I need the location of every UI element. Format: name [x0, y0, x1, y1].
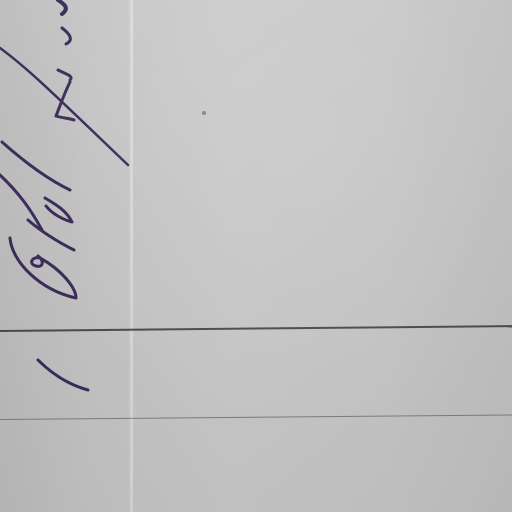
ink-stroke: [38, 360, 88, 390]
ink-stroke: [2, 142, 70, 190]
ink-stroke: [58, 70, 71, 80]
ink-stroke: [58, 0, 66, 14]
ink-stroke: [28, 220, 74, 250]
ink-stroke: [45, 198, 72, 222]
ink-stroke: [0, 175, 42, 230]
ink-stroke: [0, 48, 128, 165]
ink-stroke: [56, 82, 74, 120]
ink-stroke: [62, 28, 70, 44]
